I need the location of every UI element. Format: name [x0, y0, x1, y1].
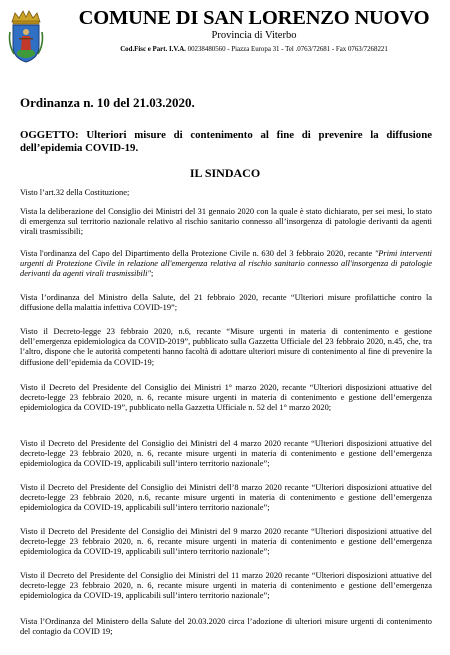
municipality-contacts: [66, 46, 442, 53]
paragraph-council-deliberation: Vista la deliberazione del Consiglio dei Ministri del 31 gennaio 2020 con la quale è stato dichiarato, per sei mesi, lo stato di emergenza sul territorio nazionale relativo al rischio sanitario connesso all’insorgenza di patologie derivanti da agenti virali trasmissibili;: [20, 207, 432, 237]
paragraph-constitution: Visto l’art.32 della Costituzione;: [20, 188, 130, 197]
tax-code-label: Cod.Fisc e Part. I.V.A.: [120, 46, 186, 53]
subject-block: [20, 129, 432, 155]
paragraph-civil-protection: [20, 249, 432, 280]
paragraph-dpcm-march-11: Visto il Decreto del Presidente del Consiglio dei Ministri del 11 marzo 2020 recante “Ulteriori disposizioni attuative del decreto-legge 23 febbraio 2020, n. 6, recante misure urgenti in materia di contenimento e gestione dell’emergenza epidemiologica da COVID-19, applicabili sull’intero territorio nazionale”;: [20, 571, 432, 601]
municipal-crest-icon: [8, 8, 44, 64]
civil-protection-lead: Vista l'ordinanza del Capo del Dipartimento della Protezione Civile n. 630 del 3 febbraio 2020, recante: [20, 249, 375, 258]
civil-protection-tail: ;: [151, 269, 154, 279]
paragraph-decree-law: Visto il Decreto-legge 23 febbraio 2020, n.6, recante “Misure urgenti in materia di contenimento e gestione dell’emergenza epidemiologica da COVID-2019”, pubblicato sulla Gazzetta Ufficiale del 23 febbraio 2020, n.45, che, tra l’altro, dispone che le autorità competenti hanno facoltà di adottare ulteriori misure di contenimento al fine di prevenire la diffusione dell’epidemia da COVID-19;: [20, 327, 432, 367]
subject-text: Ulteriori misure di contenimento al fine di prevenire la diffusione dell’epidemia COVID-19.: [20, 129, 432, 154]
health-ordinance-text: Vista l’ordinanza del Ministro della Salute, del 21 febbraio 2020, recante “Ulteriori misure profilattiche contro la diffusione della malattia infettiva COVID-19”;: [20, 293, 432, 313]
paragraph-dpcm-march-1: Visto il Decreto del Presidente del Consiglio dei Ministri 1° marzo 2020, recante “Ulteriori disposizioni attuative del decreto-legge 23 febbraio 2020, n. 6, recante misure urgenti in materia di contenimento e gestione dell’emergenza epidemiologica da COVID-19”, pubblicato nella Gazzetta Ufficiale n. 52 del 1° marzo 2020;: [20, 383, 432, 413]
paragraph-dpcm-march-9: Visto il Decreto del Presidente del Consiglio dei Ministri del 9 marzo 2020 recante “Ulteriori disposizioni attuative del decreto-legge 23 febbraio 2020, n. 6, recante misure urgenti in materia di contenimento e gestione dell’emergenza epidemiologica da COVID-19, applicabili sull’intero territorio nazionale”;: [20, 527, 432, 557]
contact-details: 00238480560 - Piazza Europa 31 - Tel .0763/72681 - Fax 0763/7268221: [187, 46, 388, 53]
municipality-title: COMUNE DI SAN LORENZO NUOVO: [78, 7, 430, 29]
province-name: Provincia di Viterbo: [211, 30, 297, 41]
paragraph-dpcm-march-8: Visto il Decreto del Presidente del Consiglio dei Ministri dell’8 marzo 2020 recante “Ulteriori disposizioni attuative del decreto-legge 23 febbraio 2020, n.6, recante misure urgenti in materia di contenimento e gestione dell’emergenza epidemiologica da COVID-19, applicabili sull’intero territorio nazionale”;: [20, 483, 432, 513]
section-heading: IL SINDACO: [189, 166, 261, 180]
paragraph-dpcm-march-4: Visto il Decreto del Presidente del Consiglio dei Ministri del 4 marzo 2020 recante “Ulteriori disposizioni attuative del decreto-legge 23 febbraio 2020, n. 6, recante misure urgenti in materia di contenimento e gestione dell’emergenza epidemiologica da COVID-19, applicabili sull’intero territorio nazionale”;: [20, 439, 432, 469]
ordinance-number: Ordinanza n. 10 del 21.03.2020.: [20, 95, 195, 110]
paragraph-health-ministry-ordinance: Vista l’Ordinanza del Ministero della Salute del 20.03.2020 circa l’adozione di ulteriori misure urgenti di contenimento del contagio da COVID 19;: [20, 617, 432, 637]
subject-label: OGGETTO:: [20, 129, 79, 141]
civil-protection-quote: "Primi interventi urgenti di Protezione Civile in relazione all'emergenza relativa al rischio sanitario connesso all'insorgenza di patologie derivanti da agenti virali trasmissibili": [20, 249, 432, 279]
paragraph-health-ordinance: [20, 293, 432, 313]
